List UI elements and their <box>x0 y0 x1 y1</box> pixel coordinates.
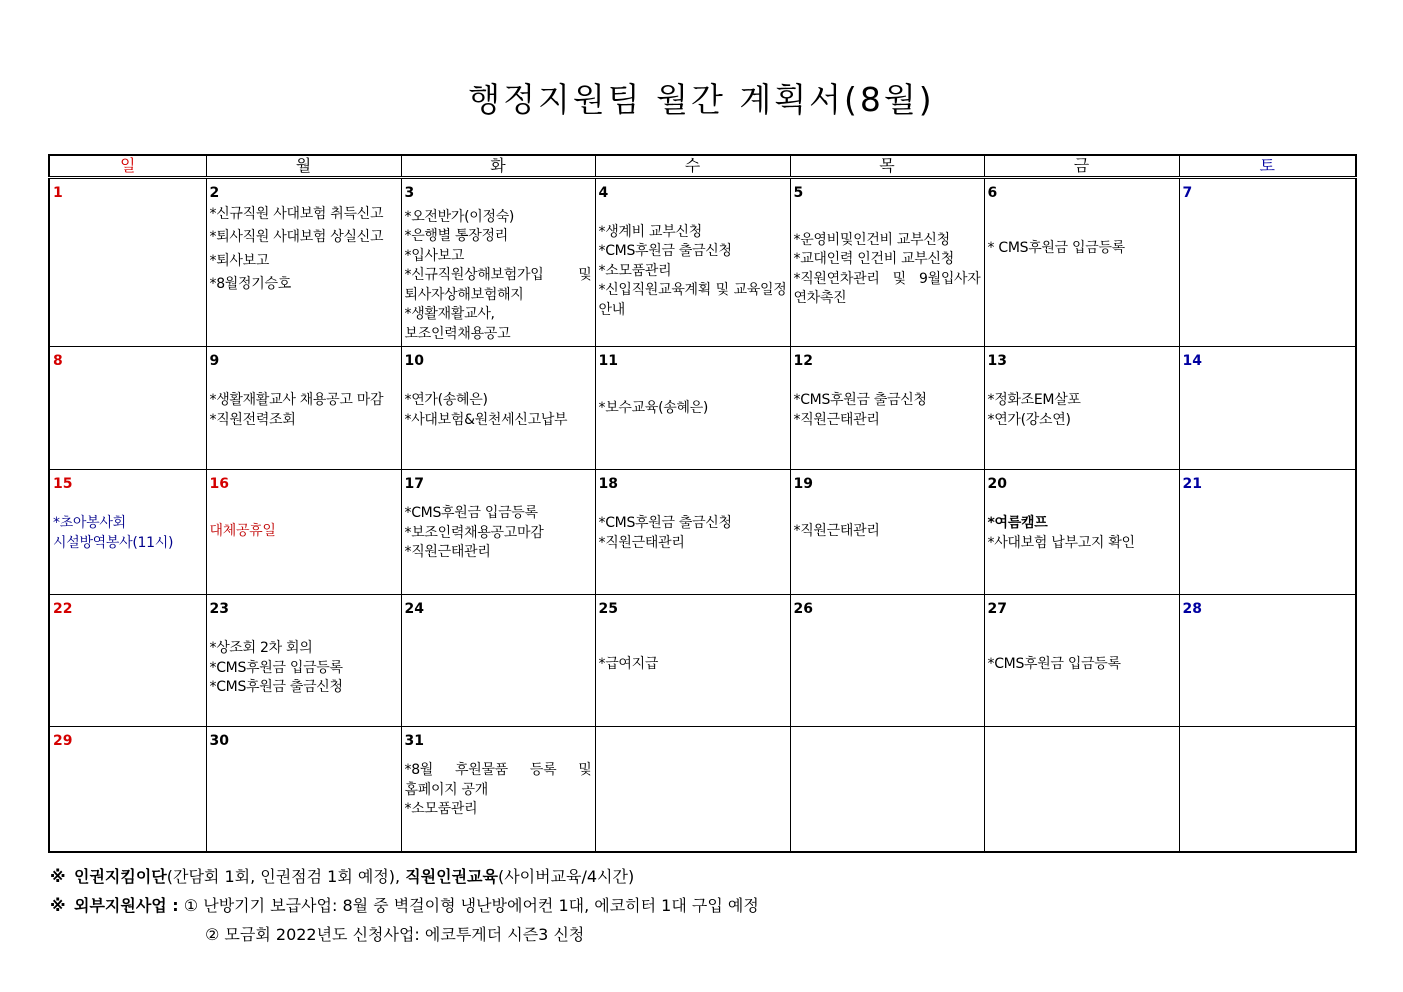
day-cell <box>790 727 984 852</box>
day-cell <box>49 727 206 852</box>
day-number: 17 <box>404 476 424 492</box>
week-row <box>49 595 1356 727</box>
event-item: *8월정기승호 <box>209 276 291 292</box>
event-item: *생활재활교사 채용공고 마감 <box>209 392 384 408</box>
day-number: 31 <box>404 733 424 749</box>
event-item: *퇴사직원 사대보험 상실신고 <box>209 229 384 245</box>
event-item: *신규직원 사대보험 취득신고 <box>209 205 384 222</box>
day-cell <box>1179 727 1356 852</box>
monthly-calendar <box>48 154 1357 853</box>
day-number: 25 <box>598 601 618 617</box>
day-number: 3 <box>404 184 415 201</box>
page-title: 행정지원팀 월간 계획서(8월) <box>468 80 935 119</box>
event-item: *사대보험 납부고지 확인 <box>987 534 1135 551</box>
event-item: *초아봉사회 시설방역봉사(11시) <box>53 515 174 551</box>
note-text: (간담회 1회, 인권점검 1회 예정), <box>166 867 406 886</box>
weekday-header-mon: 월 <box>206 155 401 177</box>
day-cell <box>790 177 984 347</box>
day-cell <box>1179 177 1356 347</box>
day-cell <box>401 470 595 595</box>
day-cell <box>206 347 401 470</box>
day-cell <box>1179 595 1356 727</box>
day-number: 27 <box>987 601 1007 617</box>
day-number: 21 <box>1182 476 1202 492</box>
event-item: *직원근태관리 <box>598 534 685 551</box>
day-cell <box>49 347 206 470</box>
day-number: 11 <box>598 353 618 369</box>
day-number: 19 <box>793 476 813 492</box>
day-cell <box>401 177 595 347</box>
event-item: * CMS후원금 입금등록 <box>987 239 1125 256</box>
event-item: *소모품관리 <box>598 262 672 279</box>
week-row <box>49 470 1356 595</box>
notes-section <box>50 862 1350 949</box>
day-cell <box>206 470 401 595</box>
note-bold: 인권지킴이단 <box>74 867 167 886</box>
event-item: *직원연차관리 및 9월입사자 연차촉진 <box>793 270 981 306</box>
day-cell <box>790 595 984 727</box>
event-item: *직원근태관리 <box>793 411 880 428</box>
event-item: *연가(강소연) <box>987 411 1071 428</box>
day-number: 18 <box>598 476 618 492</box>
event-item: *소모품관리 <box>404 801 478 817</box>
day-cell <box>984 727 1179 852</box>
day-cell <box>49 177 206 347</box>
event-item: *신규직원상해보험가입 및 퇴사자상해보험해지 <box>404 267 592 303</box>
day-cell <box>595 595 790 727</box>
day-number: 8 <box>53 353 63 369</box>
day-cell <box>790 470 984 595</box>
day-cell <box>595 177 790 347</box>
day-number: 30 <box>209 733 229 749</box>
event-item: *CMS후원금 입금등록 <box>987 656 1121 672</box>
note-text: ① 난방기기 보급사업: 8월 중 벽걸이형 냉난방에어컨 1대, 에코히터 1대 구입 예정 <box>178 896 759 915</box>
day-number: 29 <box>53 733 73 749</box>
event-item: *생계비 교부신청 <box>598 223 702 240</box>
week-row <box>49 727 1356 852</box>
event-item: *CMS후원금 출금신청 <box>793 392 927 408</box>
event-item: *CMS후원금 입금등록 <box>404 505 538 521</box>
event-item: *오전반가(이정숙) <box>404 208 515 225</box>
week-row <box>49 177 1356 347</box>
event-item: *보수교육(송혜은) <box>598 400 709 416</box>
day-cell <box>1179 347 1356 470</box>
note-bold: 직원인권교육 <box>405 867 498 886</box>
day-number: 24 <box>404 601 424 617</box>
day-number: 15 <box>53 476 73 492</box>
day-number: 5 <box>793 184 804 201</box>
day-cell <box>790 347 984 470</box>
event-item: *급여지급 <box>598 656 659 672</box>
event-item: *은행별 통장정리 <box>404 228 508 244</box>
day-cell <box>49 470 206 595</box>
day-cell <box>595 470 790 595</box>
event-item: *직원근태관리 <box>404 544 491 560</box>
note-line <box>50 891 1350 920</box>
day-number: 1 <box>53 184 63 201</box>
event-item: *CMS후원금 출금신청 <box>598 243 732 259</box>
event-item: *CMS후원금 입금등록 <box>209 659 343 676</box>
weekday-header-wed: 수 <box>595 155 790 177</box>
event-item: *상조회 2차 회의 <box>209 640 313 656</box>
day-number: 13 <box>987 353 1007 369</box>
event-item: *정화조EM살포 <box>987 392 1081 408</box>
day-cell <box>401 347 595 470</box>
day-cell <box>49 595 206 727</box>
day-cell <box>984 595 1179 727</box>
weekday-header-tue: 화 <box>401 155 595 177</box>
event-item: *CMS후원금 출금신청 <box>598 515 732 531</box>
day-number: 6 <box>987 184 998 201</box>
note-text: ② 모금회 2022년도 신청사업: 에코투게더 시즌3 신청 <box>205 925 585 944</box>
note-line <box>50 862 1350 891</box>
day-cell <box>206 727 401 852</box>
note-line <box>50 920 1350 949</box>
day-cell <box>984 177 1179 347</box>
day-number: 9 <box>209 353 220 369</box>
event-item: *직원근태관리 <box>793 523 880 539</box>
reference-mark-icon: ※ <box>50 896 66 915</box>
week-row <box>49 347 1356 470</box>
day-number: 10 <box>404 353 424 369</box>
note-text: (사이버교육/4시간) <box>497 867 635 886</box>
day-number: 12 <box>793 353 813 369</box>
day-cell <box>401 595 595 727</box>
day-number: 20 <box>987 476 1007 492</box>
event-item: *보조인력채용공고마감 <box>404 524 544 541</box>
reference-mark-icon: ※ <box>50 867 66 886</box>
day-number: 7 <box>1182 184 1193 201</box>
holiday-label: 대체공휴일 <box>209 523 276 539</box>
event-item: *8월 후원물품 등록 및 홈페이지 공개 <box>404 762 592 798</box>
event-item: *연가(송혜은) <box>404 392 488 408</box>
day-cell <box>595 727 790 852</box>
weekday-header-fri: 금 <box>984 155 1179 177</box>
event-item: *퇴사보고 <box>209 252 270 269</box>
event-item: *생활재활교사,보조인력채용공고 <box>404 306 511 342</box>
event-item: *교대인력 인건비 교부신청 <box>793 251 954 267</box>
event-item: *CMS후원금 출금신청 <box>209 679 343 695</box>
day-cell <box>206 177 401 347</box>
event-item: *직원전력조회 <box>209 411 296 428</box>
event-item: *입사보고 <box>404 247 465 264</box>
event-item: *여름캠프 <box>987 515 1048 531</box>
weekday-header-sat: 토 <box>1179 155 1356 177</box>
day-number: 2 <box>209 184 220 201</box>
day-cell <box>984 347 1179 470</box>
note-bold: 외부지원사업 : <box>74 896 179 915</box>
weekday-header-row <box>49 155 1356 177</box>
day-cell <box>595 347 790 470</box>
weekday-header-sun: 일 <box>49 155 206 177</box>
day-cell <box>1179 470 1356 595</box>
day-number: 4 <box>598 184 609 201</box>
day-number: 14 <box>1182 353 1202 369</box>
day-number: 28 <box>1182 601 1202 617</box>
day-number: 16 <box>209 476 229 492</box>
event-item: *사대보험&원천세신고납부 <box>404 411 568 428</box>
day-cell <box>206 595 401 727</box>
weekday-header-thu: 목 <box>790 155 984 177</box>
day-number: 23 <box>209 601 229 617</box>
event-item: *신입직원교육계획 및 교육일정 안내 <box>598 282 787 318</box>
day-number: 26 <box>793 601 813 617</box>
day-number: 22 <box>53 601 73 617</box>
day-cell <box>401 727 595 852</box>
event-item: *운영비및인건비 교부신청 <box>793 231 950 248</box>
day-cell <box>984 470 1179 595</box>
